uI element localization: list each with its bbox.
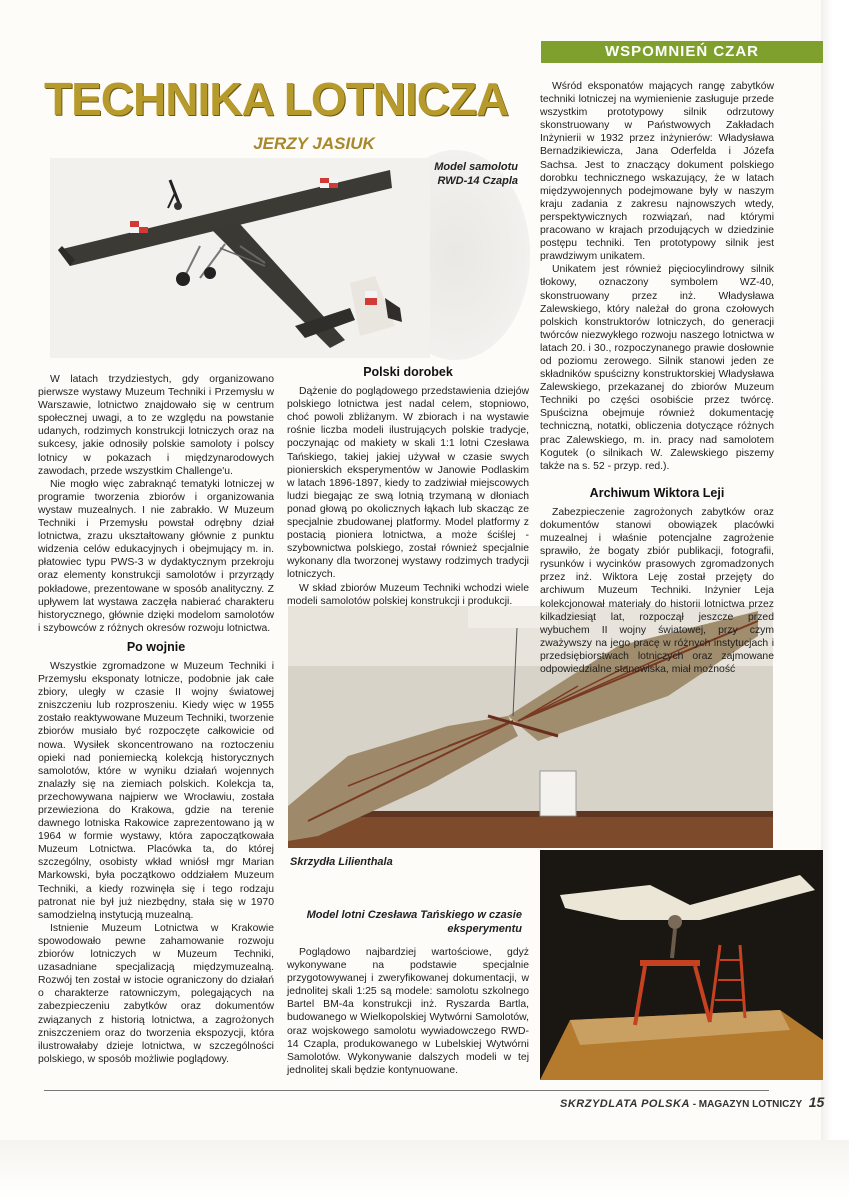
- section-tag: WSPOMNIEŃ CZAR: [541, 41, 823, 63]
- subheading-archiwum: Archiwum Wiktora Leji: [589, 485, 725, 500]
- photo-rwd14-model: [50, 158, 430, 358]
- tanski-glider-illustration: [540, 850, 823, 1080]
- photo-tanski-glider: [540, 850, 823, 1080]
- paragraph: Wszystkie zgromadzone w Muzeum Techniki i Przemysłu eksponaty lotnicze, podobnie jak całe zbiory, uległy w czasie II wojny światowej zniszczeniu lub rozproszeniu. Kiedy więc w 1955 zostało reaktywowane Muzeum Techniki, tworzenie zbiorów musiało być rozpoczęte całkowicie od nowa. Wysiłek skoncentrowano na roztoczeniu opieki nad poniemiecką kolekcją historycznych samolotów, które w wyniku działań wojennych znalazły się na ziemiach polskich. Kolekcja ta, przechowywana najpierw we Wrocławiu, została przewieziona do Krakowa, gdzie na terenie dawnego lotniska Rakowice zaprezentowano ją w 1964 w formie wystawy, która zapoczątkowała Muzeum Lotnictwa. Placówka ta, do której szczególny, osobisty wkład wniósł mgr Marian Markowski, była początkowo oddziałem Muzeum Techniki, a kiedy rozwinęła się i tego rodzaju patronat nie był już niezbędny, stała się w 1970 samodzielną instytucją muzealną.: [38, 660, 274, 921]
- caption-rwd14: Model samolotu RWD-14 Czapla: [434, 161, 518, 187]
- footer-brand: SKRZYDLATA POLSKA: [560, 1098, 690, 1110]
- article-title: TECHNIKA LOTNICZA: [44, 73, 509, 125]
- paragraph: Nie mogło więc zabraknąć tematyki lotniczej w programie tworzenia zbiorów i organizowania wystaw muzealnych. I nie zabrakło. W Muzeum Techniki i Przemysłu powstał odrębny dział lotnictwa, zrazu ukształtowany głównie z punktu widzenia celów edukacyjnych i obejmujący m. in. płatowiec typu PWS-3 w dydaktycznym przekroju oraz elementy konstrukcji samolotów i przyrządy pokładowe, prezentowane w sposób analityczny. Z upływem lat wystawa zaczęła nabierać charakteru historycznego, głównie dzięki modelom samolotów i szybowców z różnych okresów rozwoju lotnictwa.: [38, 478, 274, 634]
- article-author: JERZY JASIUK: [253, 134, 375, 153]
- scan-bottom-margin: [0, 1140, 849, 1200]
- paragraph: W latach trzydziestych, gdy organizowano pierwsze wystawy Muzeum Techniki i Przemysłu w Warszawie, lotnictwo znajdowało się w centrum społecznej uwagi, a to ze względu na powstanie udanych, rodzimych konstrukcji lotniczych oraz na sukcesy, jakie odnosiły polskie samoloty i polscy lotnicy w pokazach i międzynarodowych zawodach, przede wszystkim Challenge'u.: [38, 374, 274, 477]
- caption-tanski: Model lotni Czesława Tańskiego w czasie eksperymentu: [306, 909, 522, 935]
- rwd14-plane-illustration: [50, 158, 430, 358]
- subheading-polski-dorobek: Polski dorobek: [363, 365, 453, 379]
- page-footer: [560, 1094, 825, 1110]
- page-number: 15: [808, 1094, 825, 1110]
- left-column: [38, 373, 274, 1066]
- scan-edge: [821, 0, 849, 1200]
- paragraph: Zabezpieczenie zagrożonych zabytków oraz dokumentów stanowi obowiązek placówki muzealnej i właśnie potencjalne zagrożenie sprawiło, że bogaty zbiór publikacji, fotografii, rysunków i wycinków prasowych zgromadzonych przez inż. Wiktora Leję został przejęty do archiwum Muzeum Techniki. Inżynier Leja kolekcjonował materiały do historii lotnictwa przez kilkadziesiąt lat, rozpoczął jeszcze przed wybuchem II wojny światowej, przy czym zważywszy na jego pracę w różnych instytucjach i przedsiębiorstwach lotniczych oraz zajmowane odpowiedzialne stanowiska, miał możność: [540, 506, 774, 676]
- middle-column-lower: [287, 946, 529, 1077]
- paragraph: Dążenie do poglądowego przedstawienia dziejów polskiego lotnictwa jest nadal celem, stopniowo, choć powoli zbliżanym. W zbiorach i na wystawie rośnie liczba modeli ilustrujących polskie tradycje, poczynając od makiety w skali 1:1 lotni Czesława Tańskiego, takiej jakiej używał w czasie swych pionierskich eksperymentów w Janowie Podlaskim w latach 1896-1897, kiedy to zadziwiał miejscowych ludzi biegając ze swą lotnią trzymaną w dłoniach ponad głową po okolicznych łąkach lub skacząc ze specjalnie zbudowanej platformy. Model platformy z postacią pioniera lotnictwa, a może ściślej - szybownictwa polskiego, został również specjalnie wykonany dla tworzonej wystawy rodzimych tradycji lotniczych.: [287, 386, 529, 581]
- subheading-po-wojnie: Po wojnie: [126, 639, 186, 654]
- paragraph: Unikatem jest również pięciocylindrowy silnik tłokowy, oznaczony symbolem WZ-40, skonstruowany przez inż. Władysława Zalewskiego, który należał do grona czołowych polskich konstruktorów lotniczych, do generacji twórców niezwykłego rozwoju naszego lotnictwa w latach 20. i 30., rozpoczynanego prawie dosłownie od poziomu zerowego. Silnik stanowi jeden ze składników spuścizny konstruktorskiej Władysława Zalewskiego, przekazanej do zbiorów Muzeum Techniki po części osobiście przez twórcę. Spuścizna obejmuje również dokumentację techniczną, notatki, obliczenia dotyczące różnych prac Zalewskiego, m. in. pracy nad samolotem Kogutek (o silnikach W. Zalewskiego piszemy także na s. 52 - przyp. red.).: [540, 264, 774, 472]
- middle-column-upper: [287, 366, 529, 608]
- paragraph: Poglądowo najbardziej wartościowe, gdyż wykonywane na podstawie specjalnie przygotowywanej i zweryfikowanej dokumentacji, w jednolitej skali 1:25 są modele: samolotu szkolnego Bartel BM-4a konstrukcji inż. Ryszarda Bartla, budowanego w Wielkopolskiej Wytwórni Samolotów, oraz wojskowego samolotu wywiadowczego RWD-14 Czapla, produkowanego w Lubelskiej Wytwórni Samolotów. Wykonywanie dalszych modeli w tej jednolitej skali będzie kontynuowane.: [287, 947, 529, 1076]
- caption-lilienthal: Skrzydła Lilienthala: [290, 856, 393, 868]
- paragraph: W skład zbiorów Muzeum Techniki wchodzi wiele modeli samolotów polskiej konstrukcji i produkcji.: [287, 582, 529, 607]
- footer-subtitle: - MAGAZYN LOTNICZY: [692, 1099, 802, 1110]
- paragraph: Istnienie Muzeum Lotnictwa w Krakowie spowodowało pewne zahamowanie rozwoju zbiorów lotniczych w Muzeum Techniki, uzasadniane specjalizacją międzymuzealną. Rozwój ten został w istocie ograniczony do działań o charakterze ratowniczym, polegających na zabezpieczeniu zabytków oraz dokumentów związanych z historią lotnictwa, a zagrożonych zniszczeniem oraz do tworzenia ekspozycji, która ilustrowałaby dzieje lotnictwa, w szczególności polskiego, w sposób możliwie poglądowy.: [38, 922, 274, 1065]
- footer-rule: [44, 1090, 769, 1091]
- paragraph: Wśród eksponatów mających rangę zabytków techniki lotniczej na wymienienie zasługuje przede wszystkim prototypowy silnik odrzutowy skonstruowany w Państwowych Zakładach Inżynierii w 1932 przez inżynierów: Władysława Bernadzikiewicza, Jana Oderfelda i Józefa Sachsa. Jest to znaczący dokument polskiego dorobku technicznego wskazujący, że w latach międzywojennych podejmowane były w naszym kraju zadania z zakresu najnowszych wtedy, perspektywicznych rozwiązań, nad którymi pracowano w krajach przodujących w dziedzinie postępu techniki. Ten prototypowy silnik jest prawdziwym unikatem.: [540, 81, 774, 263]
- right-column: [540, 80, 774, 676]
